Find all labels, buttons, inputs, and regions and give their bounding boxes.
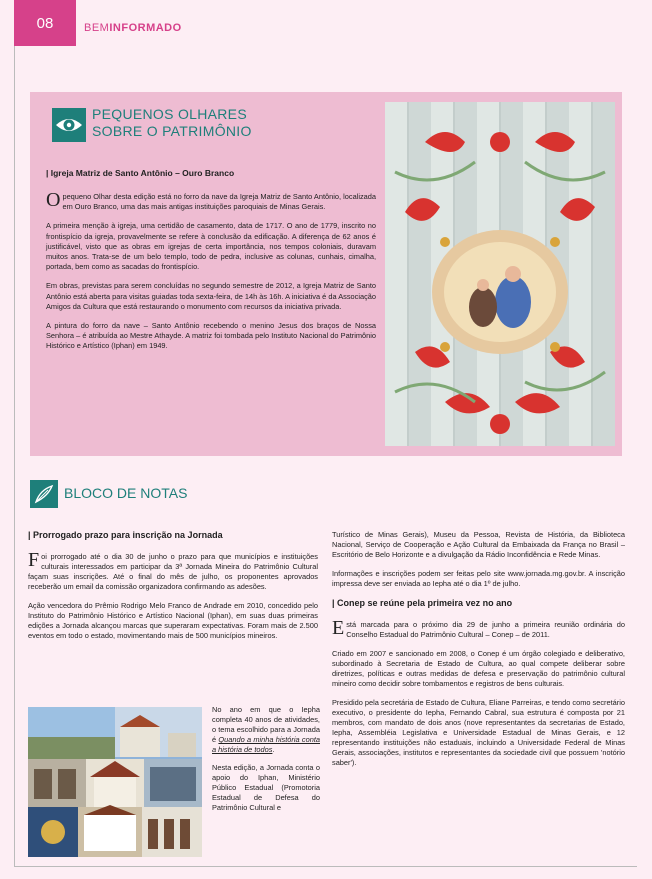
article1-p2: Ação vencedora do Prêmio Rodrigo Melo Franco de Andrade em 2010, concedido pelo Instituto do Patrimônio Histórico e Artístico Nacional (Iphan), em suas duas primeiras edições a Jornada alcançou marcas que superaram expectativas. Foram mais de 2.500 eventos em todo o estado, movimentando mais de 500 municípios mineiros.	[28, 601, 318, 640]
article1-p6: Informações e inscrições podem ser feitas pelo site www.jornada.mg.gov.br. A inscrição impressa deve ser enviada ao Iepha até o dia 1º de julho.	[332, 569, 625, 588]
article2-p3: Presidido pela secretária de Estado de Cultura, Eliane Parreiras, e tendo como secretário executivo, o presidente do Iepha, Fernando Cabral, sua estrutura é composta por 21 membros, com mandato de dois anos (nove representantes da secretarias de Estado, Iepha, Assembléia Legislativa e Universidade Estadual de Minas Gerais, e 12 representando instituições não estaduais, incluindo a Universidade Federal de Minas Gerais, associações, institutos e representantes da sociedade civil que possuem 'notório saber').	[332, 698, 625, 767]
notes-section-title: BLOCO DE NOTAS	[64, 485, 188, 501]
ceiling-painting-image	[385, 102, 615, 446]
eye-icon	[52, 108, 86, 142]
feature-p4: A pintura do forro da nave – Santo Antônio recebendo o menino Jesus dos braços de Nossa Senhora – é atribuída ao Mestre Athayde. A matriz foi tombada pelo Instituto Nacional do Patrimônio Histórico e Artístico (Iphan) em 1949.	[46, 321, 376, 351]
feature-title	[92, 106, 252, 140]
article1-p3-text: No ano em que o Iepha completa 40 anos de atividades, o tema escolhido para a Jornada é	[212, 705, 320, 744]
running-head	[84, 22, 182, 34]
article1-p3-end: .	[272, 745, 275, 754]
page-number: 08	[14, 0, 76, 46]
article1-p3	[212, 705, 320, 755]
article1-p4: Nesta edição, a Jornada conta o apoio do Iphan, Ministério Público Estadual (Promotoria Estadual de Defesa do Patrimônio Cultural e	[212, 763, 320, 812]
drop-cap: E	[332, 617, 345, 639]
feature-box	[30, 92, 622, 456]
article1-heading: | Prorrogado prazo para inscrição na Jornada	[28, 530, 223, 540]
article1-p1	[28, 549, 318, 592]
article2-p2: Criado em 2007 e sancionado em 2008, o Conep é um órgão colegiado e deliberativo, subordinado à Secretaria de Estado de Cultura, ao qual compete deliberar sobre diretrizes, políticas e outras medidas de defesa e preservação do patrimônio cultural mineiro como decidir sobre tombamentos e registros de bens culturais.	[332, 649, 625, 688]
article1-p5: Turístico de Minas Gerais), Museu da Pessoa, Revista de História, da Biblioteca Nacional, Serviço de Cooperação e Ação Cultural da Embaixada da França no Brasil – Escritório de Belo Horizonte e a divulgação da Rádio Inconfidência e Rede Minas.	[332, 530, 625, 559]
notes-right-column	[332, 530, 625, 777]
feature-p1-text: pequeno Olhar desta edição está no forro da nave da Igreja Matriz de Santo Antônio, localizada em Ouro Branco, uma das mais antigas instituições paroquiais de Minas Gerais.	[62, 192, 376, 212]
article2-p1	[332, 617, 625, 640]
feather-icon	[30, 480, 58, 508]
article2-p1-text: stá marcada para o próximo dia 29 de junho a primeira reunião ordinária do Conselho Estadual do Patrimônio Cultural – Conep – de 2011.	[346, 620, 625, 639]
notes-left-column	[28, 530, 318, 650]
article2-heading: | Conep se reúne pela primeira vez no ano	[332, 598, 513, 608]
feature-body	[46, 189, 376, 361]
article1-p1-text: oi prorrogado até o dia 30 de junho o prazo para que municípios e instituições culturais interessados em participar da 3ª Jornada Mineira do Patrimônio Cultural façam suas inscrições. Até o final do mês de julho, os proponentes aprovados receberão um email da comissão organizadora confirmando as adesões.	[28, 552, 318, 591]
running-head-a: BEM	[84, 22, 110, 34]
feature-subtitle: | Igreja Matriz de Santo Antônio – Ouro Branco	[46, 168, 235, 178]
jornada-theme: Quando a minha história conta a história de todos	[212, 735, 320, 754]
feature-p1	[46, 189, 376, 212]
feature-p2: A primeira menção à igreja, uma certidão de casamento, data de 1717. O ano de 1779, inscrito no frontispício da igreja, provavelmente se refere à conclusão da edificação. A diferença de 62 anos é justificável, visto que as obras em igrejas de certa importância, nos tempos coloniais, duravam muitos anos. Trata-se de um belo templo, todo de pedra, inclusive as colunas, cunhais, cimalha, portada, bem como as sacadas do frontispício.	[46, 221, 376, 272]
feature-p3: Em obras, previstas para serem concluídas no segundo semestre de 2012, a Igreja Matriz de Santo Antônio está aberta para visitas guiadas toda sexta-feira, de 14h às 16h. A iniciativa é da Associação Amigos da Cultura que está restaurando o monumento com recursos da iniciativa privada.	[46, 281, 376, 311]
jornada-collage-image	[28, 707, 202, 857]
drop-cap: F	[28, 549, 40, 571]
photo-side-text	[212, 705, 320, 821]
drop-cap: O	[46, 189, 61, 211]
running-head-b: INFORMADO	[109, 22, 182, 34]
feature-title-line2: SOBRE O PATRIMÔNIO	[92, 123, 252, 139]
feature-title-line1: PEQUENOS OLHARES	[92, 106, 247, 122]
